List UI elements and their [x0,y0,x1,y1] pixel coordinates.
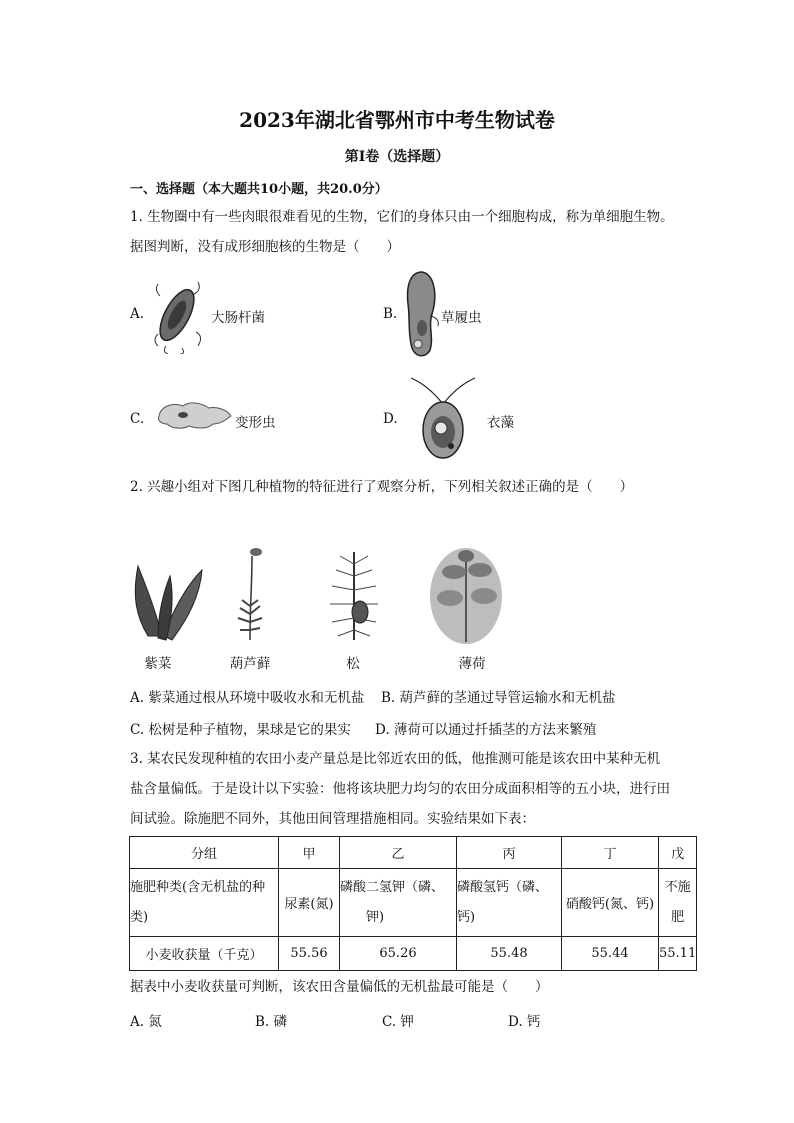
table-cell: 55.44 [562,937,659,971]
table-cell: 硝酸钙(氮、钙) [562,869,659,937]
q3-question: 据表中小麦收获量可判断，该农田含量偏低的无机盐最可能是（ ） [130,979,549,995]
q2-line1: 2. 兴趣小组对下图几种植物的特征进行了观察分析，下列相关叙述正确的是（ ） [130,479,634,495]
table-header: 戊 [659,837,697,869]
table-cell: 55.56 [279,937,340,971]
q1-option-b-letter: B. [383,306,398,322]
caption-laver: 紫菜 [144,656,172,672]
q1-option-d-letter: D. [383,411,398,427]
q1-option-a-name: 大肠杆菌 [211,310,265,326]
cell-line: 磷酸氢钙（磷、 [457,879,549,895]
table-header: 乙 [340,837,457,869]
q3-option-d: D. 钙 [508,1014,541,1030]
caption-mint: 薄荷 [458,656,486,672]
q1-option-d-name: 衣藻 [487,415,514,431]
table-row [130,937,697,971]
ecoli-figure [152,276,202,354]
table-cell: 小麦收获量（千克） [130,937,279,971]
cell-line: 钾) [366,909,385,925]
table-cell [130,869,279,937]
cell-line: 不施 [664,879,691,895]
q3-line1: 3. 某农民发现种植的农田小麦产量总是比邻近农田的低，他推测可能是该农田中某种无机 [130,751,661,767]
table-cell: 55.48 [457,937,562,971]
amoeba-figure [155,398,235,434]
results-table [129,836,697,971]
q2-option-c: C. 松树是种子植物，果球是它的果实 [130,722,351,738]
q1-option-a-letter: A. [130,306,145,322]
table-cell: 55.11 [659,937,697,971]
cell-line: 磷酸二氢钾（磷、 [340,879,445,895]
section-heading: 一、选择题（本大题共10小题，共20.0分） [130,182,388,197]
table-header: 分组 [130,837,279,869]
mint-figure [428,542,504,646]
q2-option-a: A. 紫菜通过根从环境中吸收水和无机盐 [130,690,365,706]
q1-option-c-name: 变形虫 [235,415,276,431]
pine-figure [320,544,390,644]
part-title: 第Ⅰ卷（选择题） [344,149,450,165]
table-cell [659,869,697,937]
moss-figure [228,544,272,644]
cell-line: 施肥种类(含无机盐的种 [130,879,266,895]
cell-line: 类) [130,909,149,925]
q3-line3: 间试验。除施肥不同外，其他田间管理措施相同。实验结果如下表： [130,811,535,827]
q3-option-a: A. 氮 [130,1014,162,1030]
laver-figure [128,556,208,644]
table-cell: 尿素(氮) [279,869,340,937]
caption-pine: 松 [346,656,360,672]
paramecium-figure [400,268,442,360]
q2-option-b: B. 葫芦藓的茎通过导管运输水和无机盐 [381,690,616,706]
q3-line2: 盐含量偏低。于是设计以下实验：他将该块肥力均匀的农田分成面积相等的五小块，进行田 [130,781,670,797]
cell-line: 肥 [671,909,685,925]
table-cell [340,869,457,937]
table-row [130,869,697,937]
q3-option-b: B. 磷 [255,1014,288,1030]
chlamydomonas-figure [405,374,481,462]
table-cell: 65.26 [340,937,457,971]
q1-option-b-name: 草履虫 [441,310,482,326]
cell-line: 钙) [457,909,476,925]
table-header: 丁 [562,837,659,869]
q1-line1: 1. 生物圈中有一些肉眼很难看见的生物，它们的身体只由一个细胞构成，称为单细胞生物。 [130,209,674,225]
page-title: 2023年湖北省鄂州市中考生物试卷 [239,108,555,132]
q2-option-d: D. 薄荷可以通过扦插茎的方法来繁殖 [375,722,597,738]
caption-moss: 葫芦藓 [229,656,271,672]
table-header-row [130,837,697,869]
q1-line2: 据图判断，没有成形细胞核的生物是（ ） [130,239,400,255]
table-header: 丙 [457,837,562,869]
q1-option-c-letter: C. [130,411,145,427]
q3-option-c: C. 钾 [382,1014,414,1030]
table-cell [457,869,562,937]
table-header: 甲 [279,837,340,869]
